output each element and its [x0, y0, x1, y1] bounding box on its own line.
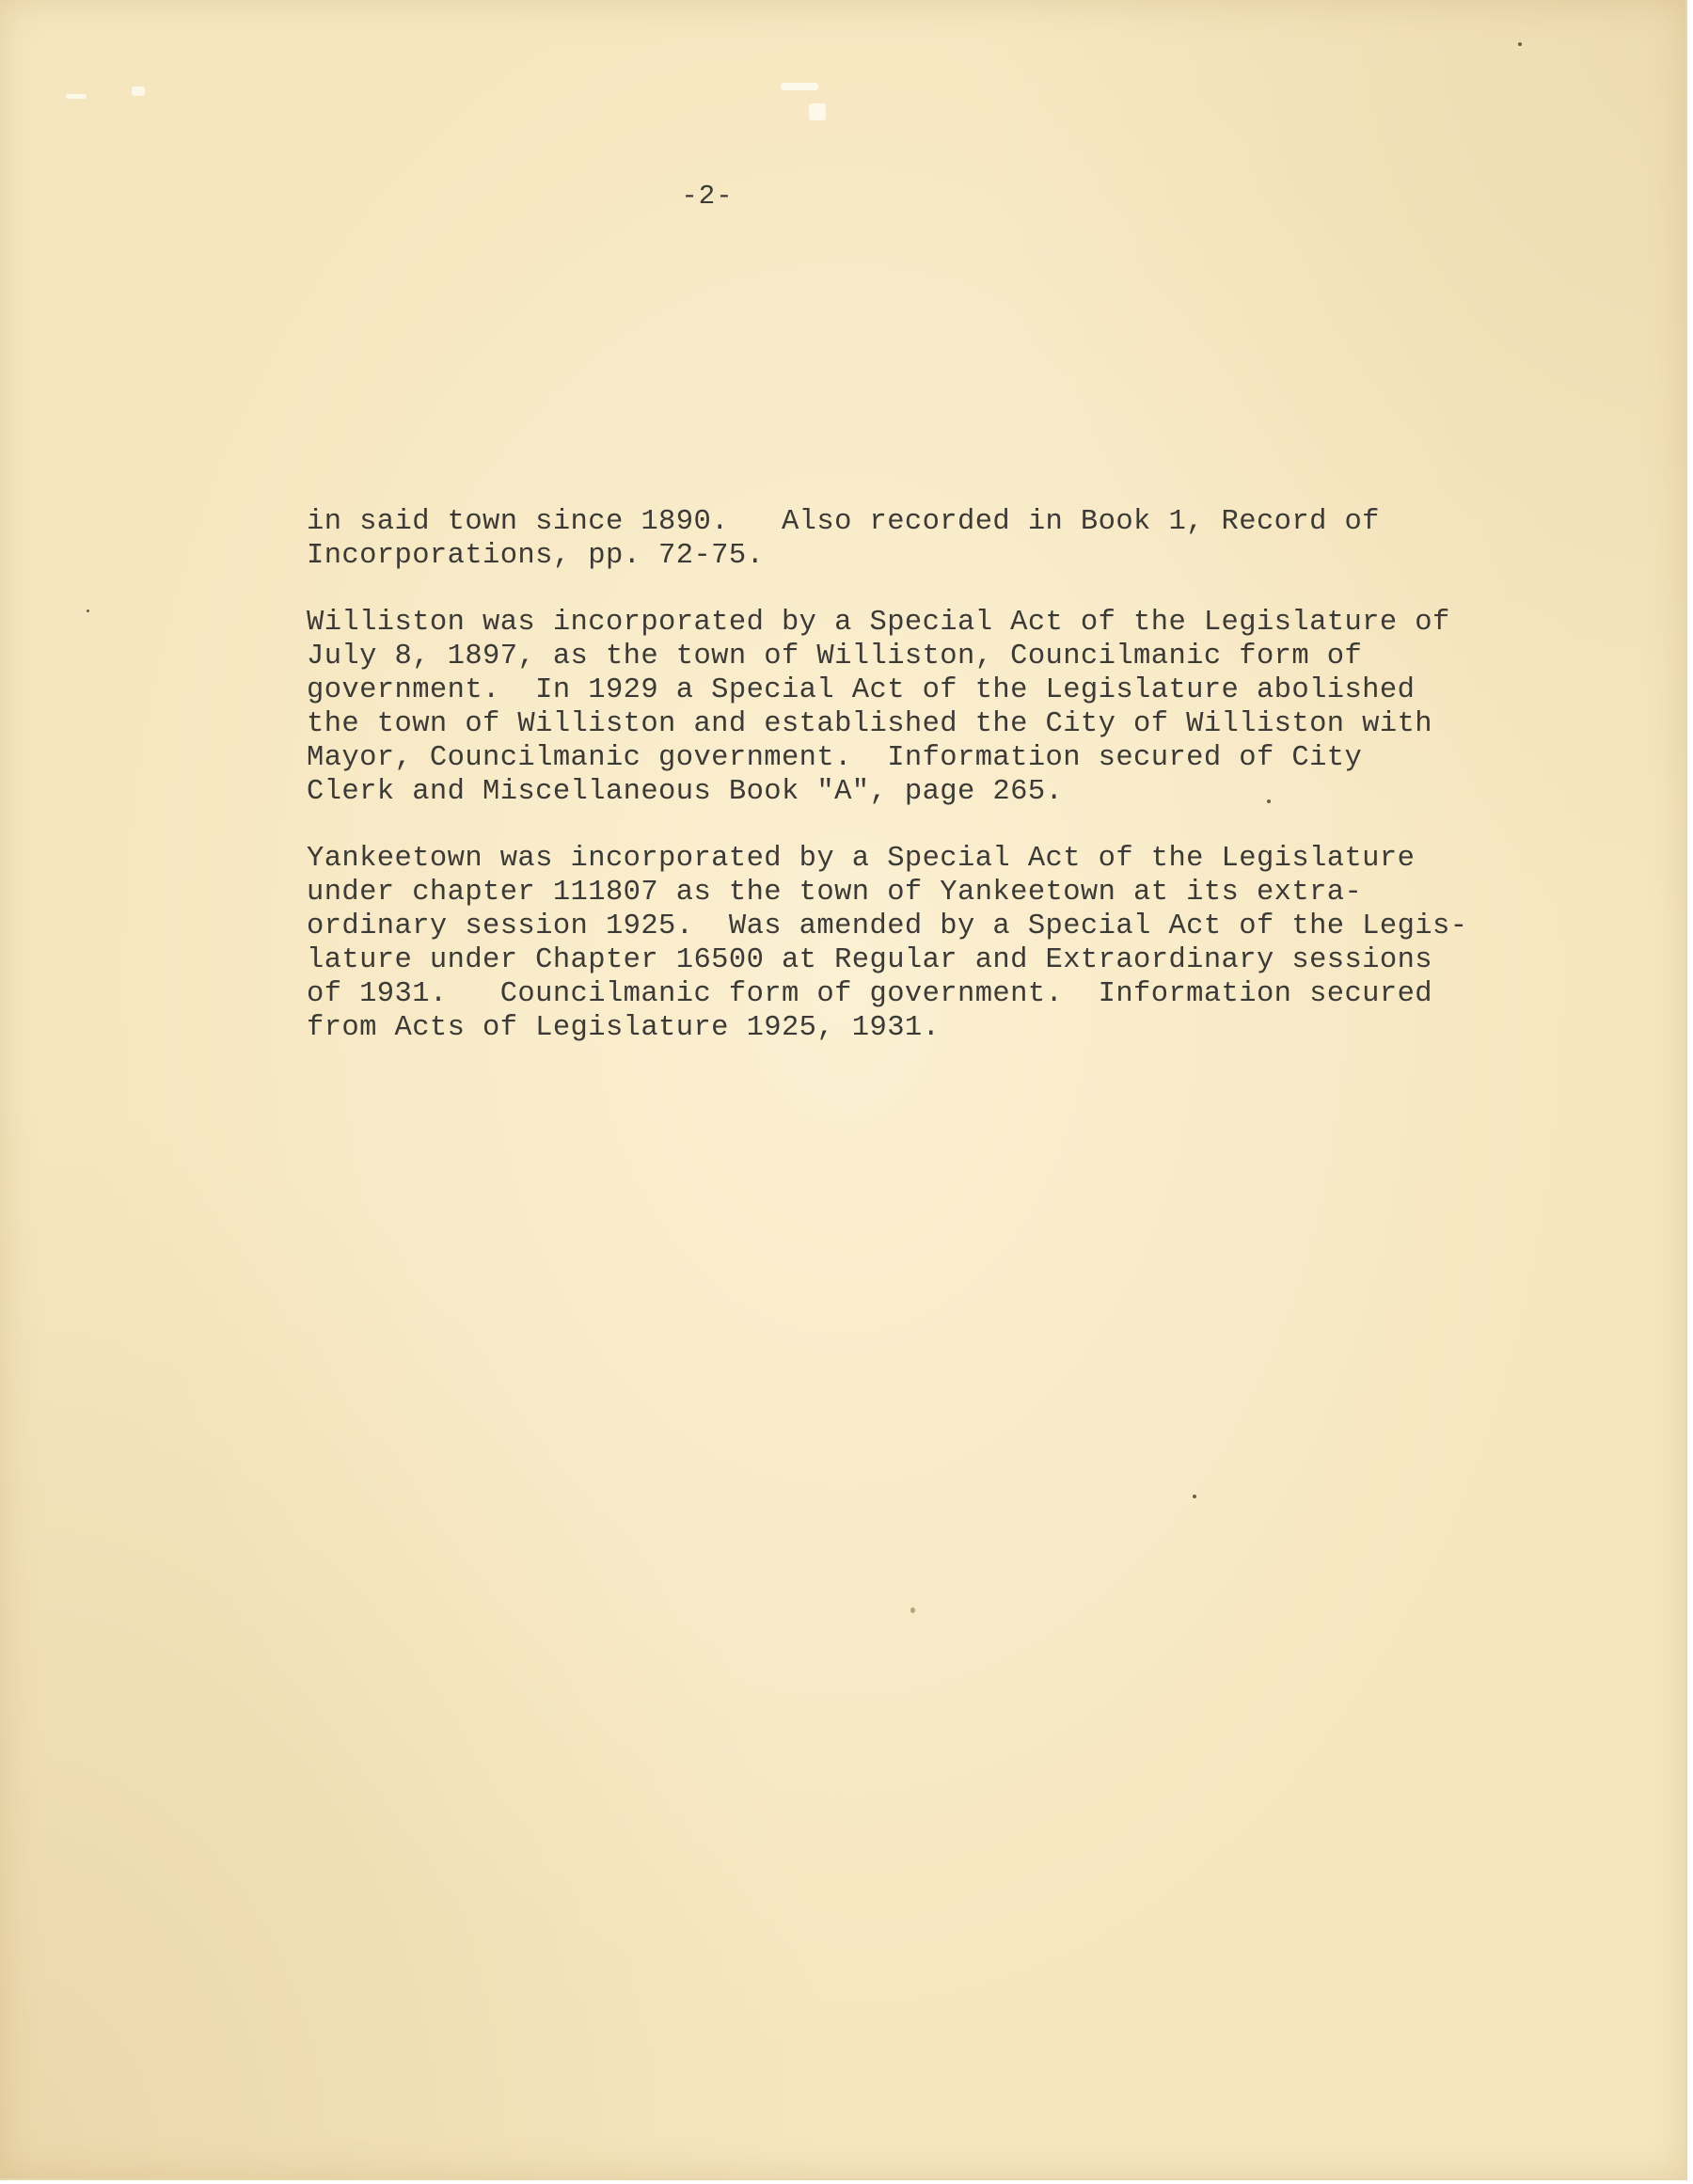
text-line: July 8, 1897, as the town of Williston, Councilmanic form of: [307, 641, 1363, 673]
text-line: Yankeetown was incorporated by a Special Act of the Legislature: [307, 843, 1416, 875]
text-line: from Acts of Legislature 1925, 1931.: [307, 1012, 941, 1044]
text-line: lature under Chapter 16500 at Regular and Extraordinary sessions: [307, 944, 1432, 976]
document-body: [307, 505, 1473, 1078]
emboss-mark-center: [781, 83, 818, 90]
paragraph-1: [307, 505, 1473, 573]
emboss-mark-left-2: [132, 87, 145, 96]
paragraph-3: [307, 842, 1473, 1045]
emboss-mark-left: [66, 94, 87, 99]
text-line: Williston was incorporated by a Special Act of the Legislature of: [307, 607, 1450, 639]
text-line: under chapter 111807 as the town of Yankeetown at its extra-: [307, 877, 1363, 909]
speck: [87, 609, 89, 612]
text-line: the town of Williston and established the City of Williston with: [307, 708, 1432, 740]
page-number: -2-: [681, 181, 734, 212]
text-line: ordinary session 1925. Was amended by a Special Act of the Legis-: [307, 910, 1468, 942]
text-line: Incorporations, pp. 72-75.: [307, 540, 765, 572]
text-line: Clerk and Miscellaneous Book "A", page 265.: [307, 776, 1064, 808]
speck: [1518, 42, 1522, 46]
emboss-mark-center-2: [809, 103, 826, 120]
text-line: of 1931. Councilmanic form of government. Information secured: [307, 978, 1432, 1010]
speck: [910, 1607, 915, 1613]
text-line: government. In 1929 a Special Act of the Legislature abolished: [307, 674, 1416, 706]
text-line: in said town since 1890. Also recorded in Book 1, Record of: [307, 506, 1380, 538]
text-line: Mayor, Councilmanic government. Information secured of City: [307, 742, 1363, 774]
paragraph-2: [307, 606, 1473, 809]
speck: [1193, 1495, 1196, 1498]
